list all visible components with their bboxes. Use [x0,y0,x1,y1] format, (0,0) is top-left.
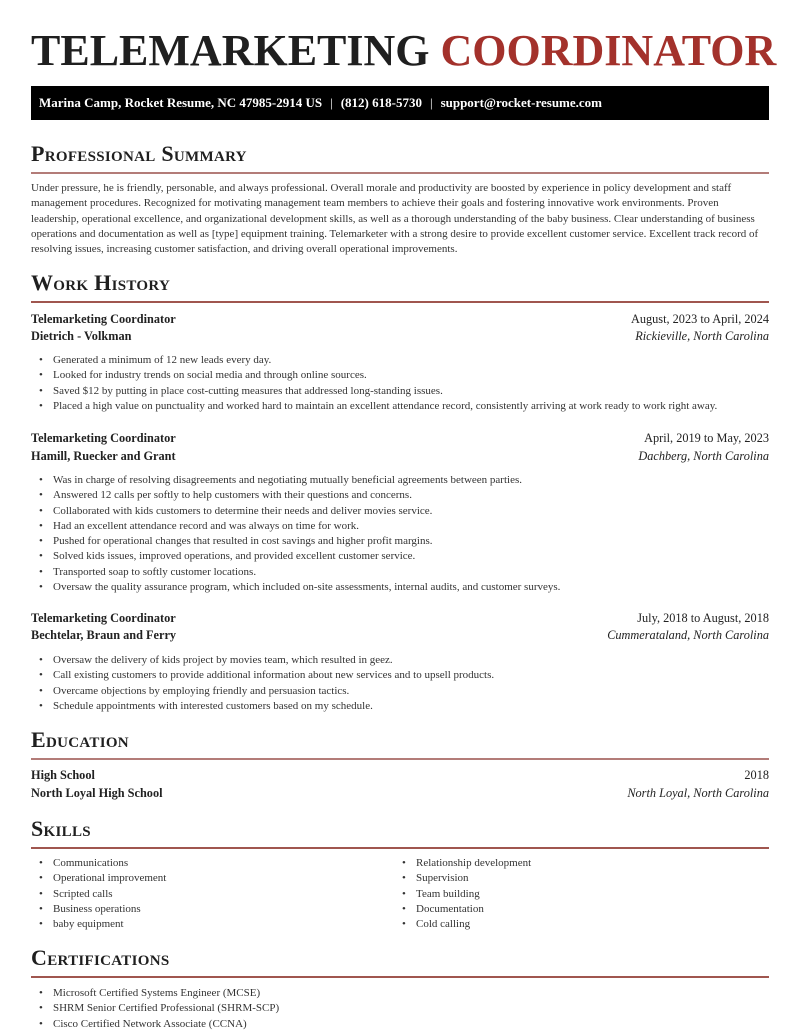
resume-title [31,27,776,75]
list-item: • Collaborated with kids customers to determine their needs and deliver movies service. [39,504,560,519]
section-divider [31,301,769,303]
job-bullets [39,653,494,714]
education-year: 2018 [744,768,769,782]
section-heading-skills: Skills [31,816,91,841]
skill-item: • Operational improvement [39,871,166,886]
section-heading-education: Education [31,727,129,752]
contact-phone[interactable]: (812) 618-5730 [340,95,422,110]
job-company: Dietrich - Volkman [31,329,132,343]
job-dates: August, 2023 to April, 2024 [630,312,769,326]
skill-item: • Relationship development [402,856,531,871]
job-header-row [31,611,769,629]
list-item: • Transported soap to softly customer locations. [39,565,560,580]
job-header-row [31,431,769,449]
job-location: Rickieville, North Carolina [635,329,769,343]
section-heading-work-history: Work History [31,270,171,295]
education-school: North Loyal High School [31,786,163,800]
list-item: • Was in charge of resolving disagreements and negotiating mutually beneficial agreements between parties. [39,473,560,488]
skills-list-right [402,856,531,932]
section-divider [31,847,769,849]
list-item: • Call existing customers to provide additional information about new services and to upsell products. [39,668,494,683]
certification-item: • Microsoft Certified Systems Engineer (MCSE) [39,986,279,1001]
title-primary: TELEMARKETING [31,26,430,75]
list-item: • Answered 12 calls per softly to help customers with their questions and concerns. [39,488,560,503]
job-title: Telemarketing Coordinator [31,312,176,326]
job-company: Bechtelar, Braun and Ferry [31,628,177,642]
contact-address: Marina Camp, Rocket Resume, NC 47985-2914 US [39,95,323,110]
list-item: • Had an excellent attendance record and was always on time for work. [39,519,560,534]
section-heading-certifications: Certifications [31,945,170,970]
job-header-row [31,312,769,330]
job-title: Telemarketing Coordinator [31,431,176,445]
education-header-row [31,768,769,786]
list-item: • Overcame objections by employing friendly and persuasion tactics. [39,684,494,699]
section-divider [31,172,769,174]
education-degree: High School [31,768,95,782]
job-company-row [31,628,769,646]
list-item: • Oversaw the delivery of kids project by movies team, which resulted in geez. [39,653,494,668]
skill-item: • Documentation [402,902,531,917]
skill-item: • Cold calling [402,917,531,932]
contact-email[interactable]: support@rocket-resume.com [440,95,603,110]
job-location: Cummerataland, North Carolina [607,628,769,642]
job-dates: July, 2018 to August, 2018 [637,611,769,625]
skills-list-left [39,856,166,932]
contact-bar [31,86,769,120]
job-location: Dachberg, North Carolina [638,449,769,463]
certifications-list [39,986,279,1032]
job-bullets [39,473,560,595]
list-item: • Solved kids issues, improved operations, and provided excellent customer service. [39,549,560,564]
contact-separator: | [330,95,333,110]
skill-item: • baby equipment [39,917,166,932]
list-item: • Looked for industry trends on social media and through online sources. [39,368,717,383]
contact-separator: | [429,95,433,110]
education-school-row [31,786,769,804]
education-location: North Loyal, North Carolina [627,786,769,800]
skill-item: • Communications [39,856,166,871]
list-item: • Schedule appointments with interested customers based on my schedule. [39,699,494,714]
skill-item: • Team building [402,887,531,902]
list-item: • Generated a minimum of 12 new leads every day. [39,353,717,368]
skill-item: • Supervision [402,871,531,886]
job-dates: April, 2019 to May, 2023 [644,431,769,445]
list-item: • Saved $12 by putting in place cost-cutting measures that addressed long-standing issues. [39,384,717,399]
certification-item: • SHRM Senior Certified Professional (SHRM-SCP) [39,1001,279,1016]
summary-text: Under pressure, he is friendly, personable, and always professional. Overall morale and productivity are boosted by experience in policy development and staff management procedures. Recognized for motivating management team members to achieve their goals and fostering innovative work environments. Proven leadership, operational excellence, and organizational development skills, as well as a thorough understanding of the baby business. Clear understanding of business operations and documentation as well as [type] equipment training. Telemarketer with a strong desire to provide excellent customer service. Excellent track record of resolving issues, increasing customer satisfaction, and driving overall operational improvements. [31,182,759,256]
title-accent: COORDINATOR [440,26,777,75]
section-divider [31,758,769,760]
skill-item: • Scripted calls [39,887,166,902]
job-bullets [39,353,717,414]
list-item: • Oversaw the quality assurance program, which included on-site assessments, internal audits, and customer surveys. [39,580,560,595]
skill-item: • Business operations [39,902,166,917]
list-item: • Pushed for operational changes that resulted in cost savings and higher profit margins. [39,534,560,549]
list-item: • Placed a high value on punctuality and worked hard to maintain an excellent attendance record, consistently arriving at work ready to work right away. [39,399,717,414]
job-title: Telemarketing Coordinator [31,611,176,625]
section-heading-summary: Professional Summary [31,141,247,166]
job-company-row [31,449,769,467]
job-company: Hamill, Ruecker and Grant [31,449,176,463]
job-company-row [31,329,769,347]
section-divider [31,976,769,978]
certification-item: • Cisco Certified Network Associate (CCNA) [39,1017,279,1032]
